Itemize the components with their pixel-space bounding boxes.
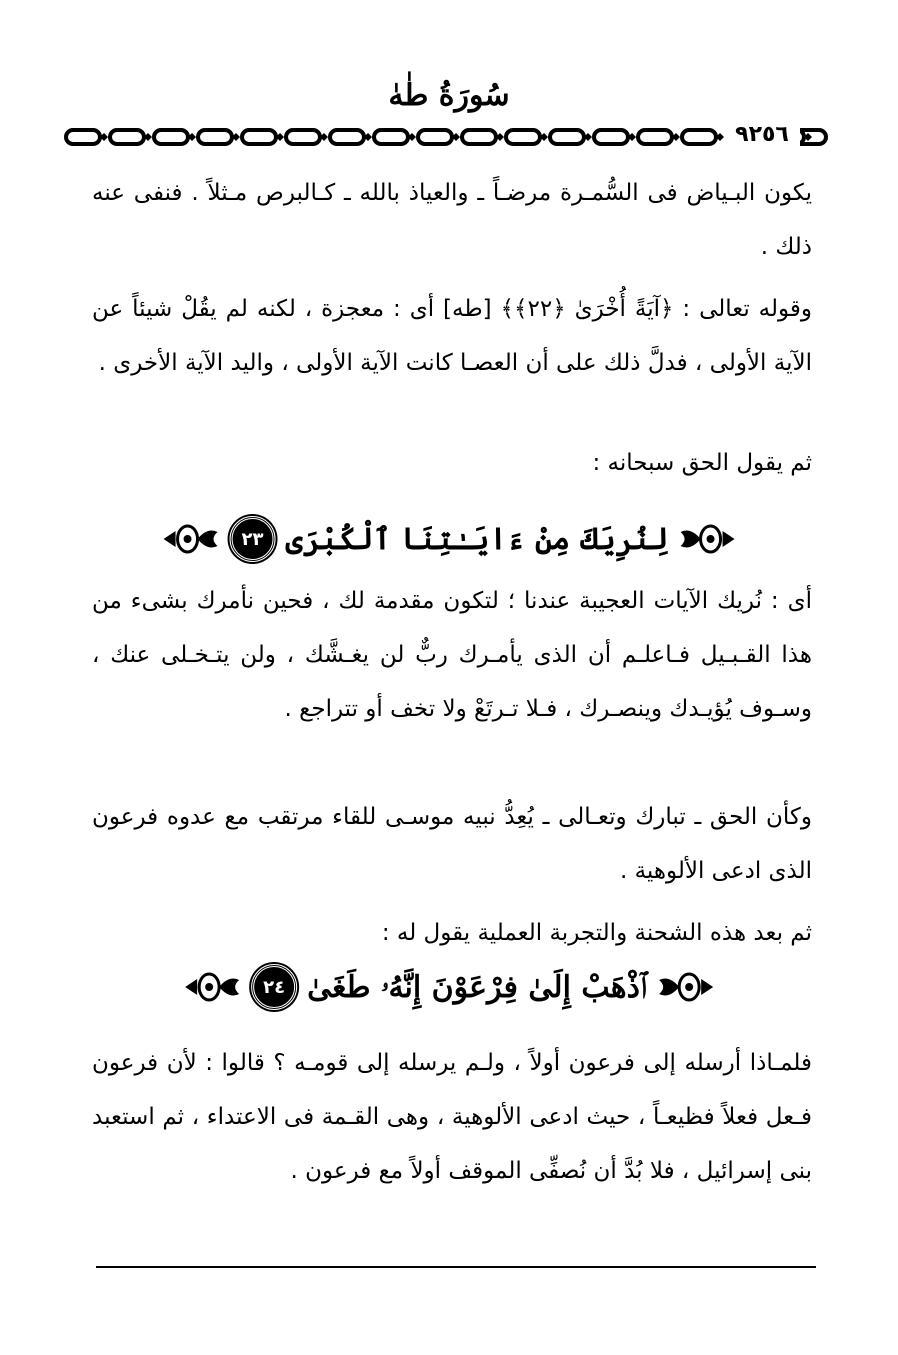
quran-verse-23: لِنُرِيَكَ مِنْ ءَايَـٰتِنَا ٱلْكُبْرَى xyxy=(285,521,669,557)
surah-title: سُورَةُ طٰهٰ xyxy=(388,78,510,113)
left-ornament-icon xyxy=(183,970,241,1004)
right-ornament-icon xyxy=(678,522,736,556)
right-ornament-icon xyxy=(657,970,715,1004)
paragraph-1: يكون البـياض فى السُّمـرة مرضـاً ـ والعياذ بالله ـ كـالبرص مـثلاً . فنفى عنه ذلك . xyxy=(92,180,812,260)
left-ornament-icon xyxy=(162,522,220,556)
page-number: ٩٢٥٦ xyxy=(724,118,800,152)
verse-24-row xyxy=(0,964,898,1028)
ayah-number-badge: ٢٣ xyxy=(230,516,276,562)
footer-divider xyxy=(96,1266,816,1268)
paragraph-3: ثم يقول الحق سبحانه : xyxy=(592,450,812,476)
paragraph-6: ثم بعد هذه الشحنة والتجربة العملية يقول له : xyxy=(381,920,812,946)
paragraph-5: وكأن الحق ـ تبارك وتعـالى ـ يُعِدُّ نبيه موسـى للقاء مرتقب مع عدوه فرعون الذى ادعى الألوهية . xyxy=(92,804,812,884)
quran-verse-24: ٱذْهَبْ إِلَىٰ فِرْعَوْنَ إِنَّهُۥ طَغَىٰ xyxy=(307,969,647,1005)
verse-23-row xyxy=(0,516,898,580)
paragraph-2: وقوله تعالى : ﴿آيَةً أُخْرَىٰ ﴿٢٢﴾﴾ [طه] أى : معجزة ، لكنه لم يقُلْ شيئاً عن الآية الأولى ، فدلَّ ذلك على أن العصـا كانت الآية الأولى ، واليد الآية الأخرى . xyxy=(92,296,812,376)
paragraph-7: فلمـاذا أرسله إلى فرعون أولاً ، ولـم يرسله إلى قومـه ؟ قالوا : لأن فرعون فـعل فعلاً فظيعـاً ، حيث ادعى الألوهية ، وهى القـمة فى الاعتداء ، ثم استعبد بنى إسرائيل ، فلا بُدَّ أن نُصفِّى الموقف أولاً مع فرعون . xyxy=(92,1050,812,1184)
ayah-number-badge: ٢٤ xyxy=(251,964,297,1010)
decorative-chain-border xyxy=(64,126,830,148)
paragraph-4: أى : نُريك الآيات العجيبة عندنا ؛ لتكون مقدمة لك ، فحين نأمرك بشىء من هذا القـبـيل فـاعلـم أن الذى يأمـرك ربٌّ لن يغـشَّك ، ولن يتـخـلى عنك ، وسـوف يُؤيـدك وينصـرك ، فـلا تـرتَعْ ولا تخف أو تتراجع . xyxy=(92,588,812,722)
